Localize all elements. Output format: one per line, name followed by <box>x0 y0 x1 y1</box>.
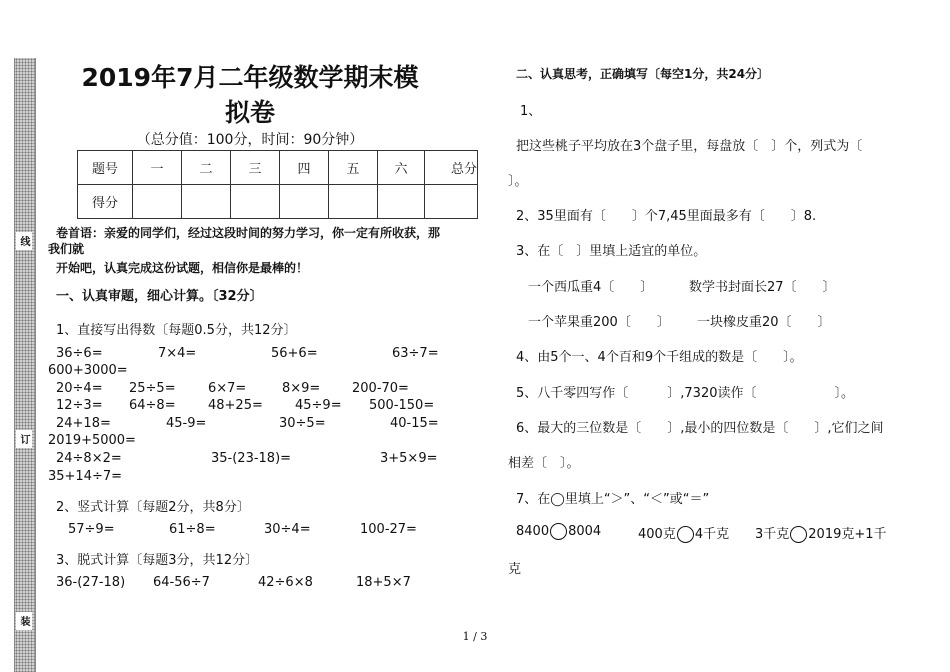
calc-item: 45-9= <box>166 416 207 431</box>
intro-line-3: 开始吧，认真完成这份试题，相信你是最棒的！ <box>56 261 309 275</box>
score-header-cell: 一 <box>133 151 182 185</box>
q3-title: 3、脱式计算〔每题3分，共12分〕 <box>56 553 259 568</box>
calc-item: 24+18= <box>56 416 111 431</box>
compare-right: 8004 <box>568 524 602 539</box>
score-cell[interactable] <box>280 185 329 219</box>
s2-q2: 2、35里面有〔 〕个7,45里面最多有〔 〕8. <box>516 209 817 224</box>
score-header-cell: 二 <box>182 151 231 185</box>
score-cell[interactable] <box>329 185 378 219</box>
binding-strip <box>14 58 36 672</box>
compare-item <box>638 523 729 543</box>
score-cell[interactable] <box>231 185 280 219</box>
score-table <box>77 150 478 219</box>
calc-item: 20÷4= <box>56 381 103 396</box>
s2-q1-line2: 〕。 <box>508 174 528 189</box>
calc-item: 600+3000= <box>48 363 128 378</box>
calc-item: 56+6= <box>271 346 318 361</box>
compare-left: 8400 <box>516 524 550 539</box>
score-header-cell: 题号 <box>78 151 133 185</box>
score-header-cell: 总分 <box>425 151 478 185</box>
binding-label-staple: 订 <box>16 430 32 448</box>
calc-item: 6×7= <box>208 381 247 396</box>
compare-right: 2019克+1千 <box>808 527 887 542</box>
score-row-label: 得分 <box>78 185 133 219</box>
intro-line-1: 卷首语：亲爱的同学们，经过这段时间的努力学习，你一定有所收获，那 <box>56 226 441 240</box>
score-cell[interactable] <box>182 185 231 219</box>
s2-q3-item: 一个西瓜重4〔 〕 <box>528 280 654 295</box>
calc-item: 7×4= <box>158 346 197 361</box>
calc-item: 8×9= <box>282 381 321 396</box>
q2-title: 2、竖式计算〔每题2分，共8分〕 <box>56 500 250 515</box>
score-header-cell: 四 <box>280 151 329 185</box>
score-table-header-row <box>78 151 478 185</box>
score-cell[interactable] <box>425 185 478 219</box>
calc-item: 35+14÷7= <box>48 469 123 484</box>
compare-right: 4千克 <box>694 527 730 542</box>
s2-q6-line1: 6、最大的三位数是〔 〕,最小的四位数是〔 〕,它们之间 <box>516 421 884 436</box>
compare-item <box>755 523 887 543</box>
s2-q3-item: 一块橡皮重20〔 〕 <box>697 315 831 330</box>
calc-item: 500-150= <box>369 398 435 413</box>
calc-item: 36÷6= <box>56 346 103 361</box>
section-1-heading: 一、认真审题，细心计算。〔32分〕 <box>56 289 263 304</box>
binding-label-bind: 装 <box>16 612 32 630</box>
calc-item: 30÷5= <box>279 416 326 431</box>
s2-q1-number: 1、 <box>520 104 542 119</box>
vertical-calc-item: 61÷8= <box>169 522 216 537</box>
calc-item: 200-70= <box>352 381 409 396</box>
s2-q6-line2: 相差〔 〕。 <box>508 456 580 471</box>
calc-item: 40-15= <box>390 416 439 431</box>
vertical-calc-item: 100-27= <box>360 522 417 537</box>
score-cell[interactable] <box>378 185 425 219</box>
binding-label-line: 线 <box>16 232 32 250</box>
calc-item: 63÷7= <box>392 346 439 361</box>
score-header-cell: 五 <box>329 151 378 185</box>
stepwise-calc-item: 18+5×7 <box>356 575 411 590</box>
compare-item <box>516 523 601 540</box>
s2-q1-line1: 把这些桃子平均放在3个盘子里，每盘放〔 〕个，列式为〔 <box>516 139 863 154</box>
s2-q4: 4、由5个一、4个百和9个千组成的数是〔 〕。 <box>516 350 803 365</box>
compare-circle[interactable] <box>790 526 807 543</box>
calc-item: 64÷8= <box>129 398 176 413</box>
score-time-info: （总分值：100分，时间：90分钟） <box>136 132 364 148</box>
s2-q3: 3、在〔 〕里填上适宜的单位。 <box>516 244 707 259</box>
calc-item: 12÷3= <box>56 398 103 413</box>
calc-item: 24÷8×2= <box>56 451 122 466</box>
score-table-score-row <box>78 185 478 219</box>
q1-title: 1、直接写出得数〔每题0.5分，共12分〕 <box>56 323 297 338</box>
vertical-calc-item: 30÷4= <box>264 522 311 537</box>
calc-item: 25÷5= <box>129 381 176 396</box>
calc-item: 45÷9= <box>295 398 342 413</box>
s2-q3-item: 数学书封面长27〔 〕 <box>689 280 836 295</box>
calc-item: 48+25= <box>208 398 263 413</box>
section-2-heading: 二、认真思考，正确填写〔每空1分，共24分〕 <box>516 67 770 81</box>
stepwise-calc-item: 36-(27-18) <box>56 575 126 590</box>
score-header-cell: 六 <box>378 151 425 185</box>
compare-left: 3千克 <box>755 527 790 542</box>
s2-q3-item: 一个苹果重200〔 〕 <box>528 315 670 330</box>
page-title: 2019年7月二年级数学期末模 <box>81 63 419 92</box>
compare-circle[interactable] <box>677 526 694 543</box>
page-number: 1 / 3 <box>462 630 488 643</box>
compare-circle[interactable] <box>550 523 567 540</box>
calc-item: 35-(23-18)= <box>211 451 292 466</box>
stepwise-calc-item: 42÷6×8 <box>258 575 313 590</box>
intro-line-2: 我们就 <box>48 242 85 256</box>
stepwise-calc-item: 64-56÷7 <box>153 575 210 590</box>
compare-tail: 克 <box>508 562 522 577</box>
calc-item: 2019+5000= <box>48 433 136 448</box>
vertical-calc-item: 57÷9= <box>68 522 115 537</box>
page-title-line2: 拟卷 <box>224 98 275 127</box>
score-header-cell: 三 <box>231 151 280 185</box>
compare-left: 400克 <box>638 527 676 542</box>
score-cell[interactable] <box>133 185 182 219</box>
calc-item: 3+5×9= <box>380 451 438 466</box>
s2-q5: 5、八千零四写作〔 〕,7320读作〔 〕。 <box>516 386 854 401</box>
s2-q7: 7、在◯里填上“＞”、“＜”或“＝” <box>516 492 710 507</box>
